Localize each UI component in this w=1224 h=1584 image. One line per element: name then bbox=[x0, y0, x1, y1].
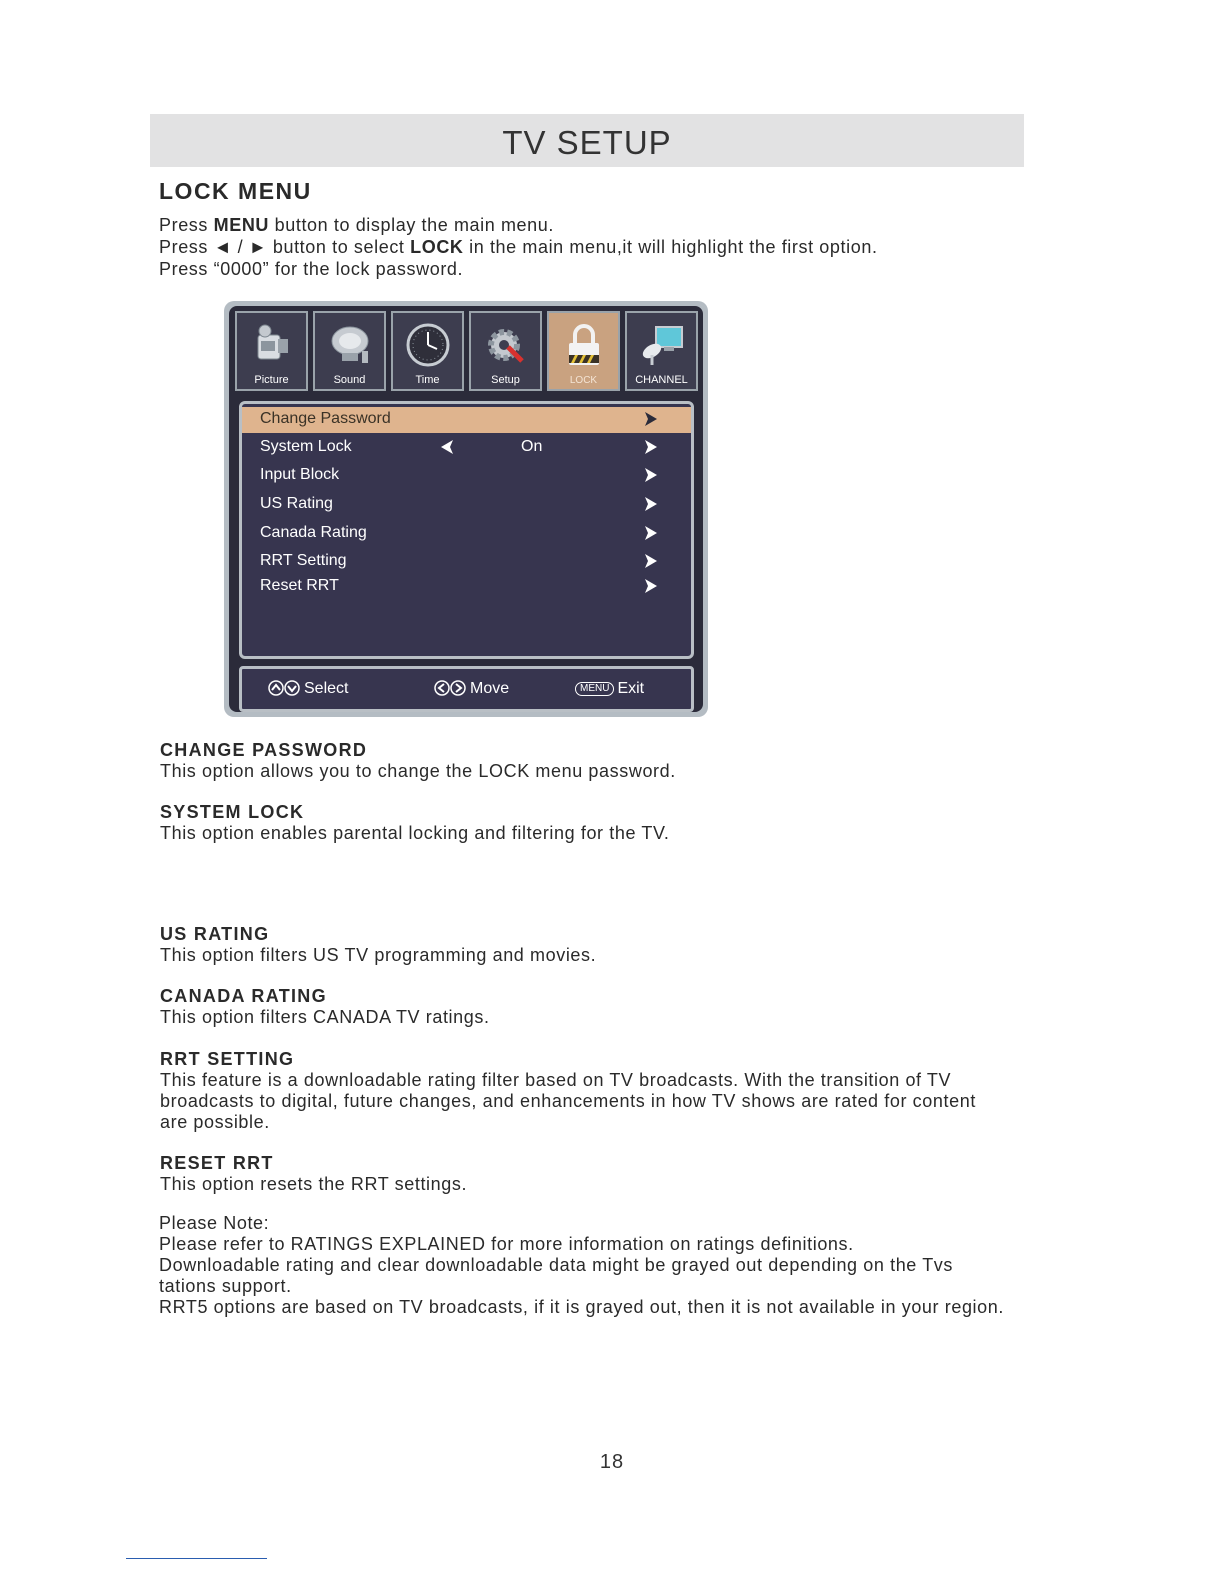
desc-us-rating: US RATING This option filters US TV programming and movies. bbox=[160, 924, 597, 965]
gear-icon bbox=[482, 321, 530, 369]
tab-lock[interactable] bbox=[547, 311, 620, 391]
desc-change-password: CHANGE PASSWORD This option allows you to change the LOCK menu password. bbox=[160, 740, 676, 781]
arrow-right-icon bbox=[644, 467, 658, 483]
menu-item-label: Input Block bbox=[260, 466, 340, 483]
arrow-right-icon bbox=[644, 496, 658, 512]
osd-frame bbox=[229, 306, 703, 712]
tab-label: Picture bbox=[254, 374, 289, 386]
menu-item-label: Canada Rating bbox=[260, 524, 367, 541]
intro-line-2: Press ◄ / ► button to select LOCK in the main menu,it will highlight the first option. bbox=[159, 237, 878, 257]
arrow-right-icon bbox=[644, 525, 658, 541]
page-banner bbox=[150, 114, 1024, 167]
tab-channel[interactable] bbox=[625, 311, 698, 391]
hint-select: Select bbox=[268, 680, 348, 698]
menu-item-system-lock[interactable] bbox=[242, 435, 691, 461]
arrow-right-icon bbox=[644, 578, 658, 594]
tab-picture[interactable] bbox=[235, 311, 308, 391]
tab-setup[interactable] bbox=[469, 311, 542, 391]
intro-instructions bbox=[159, 214, 878, 280]
lock-icon bbox=[560, 321, 608, 369]
footer-rule bbox=[126, 1558, 267, 1559]
arrow-right-icon bbox=[644, 553, 658, 569]
left-right-keys-icon bbox=[434, 680, 466, 696]
arrow-right-icon bbox=[644, 411, 658, 427]
menu-item-rrt-setting[interactable] bbox=[242, 549, 691, 575]
menu-item-change-password[interactable] bbox=[242, 407, 691, 433]
menu-item-us-rating[interactable] bbox=[242, 492, 691, 518]
desc-system-lock: SYSTEM LOCK This option enables parental locking and filtering for the TV. bbox=[160, 802, 670, 843]
menu-key-icon: MENU bbox=[575, 682, 614, 696]
system-lock-value: On bbox=[521, 438, 543, 455]
intro-line-1: Press MENU button to display the main menu. bbox=[159, 215, 554, 235]
menu-item-canada-rating[interactable] bbox=[242, 521, 691, 547]
desc-rrt-setting: RRT SETTING This feature is a downloadable rating filter based on TV broadcasts. With the transition of TV broadcasts to digital, future changes, and enhancements in how TV shows are rated for content are possible. bbox=[160, 1049, 976, 1132]
desc-canada-rating: CANADA RATING This option filters CANADA TV ratings. bbox=[160, 986, 490, 1027]
menu-item-reset-rrt[interactable] bbox=[242, 574, 691, 600]
hint-exit: MENU Exit bbox=[575, 680, 644, 698]
up-down-keys-icon bbox=[268, 680, 300, 696]
menu-item-input-block[interactable] bbox=[242, 463, 691, 489]
satellite-icon bbox=[638, 321, 686, 369]
page-banner-title: TV SETUP bbox=[502, 124, 672, 161]
menu-item-label: System Lock bbox=[260, 438, 352, 455]
menu-item-label: RRT Setting bbox=[260, 552, 347, 569]
lock-menu-list bbox=[239, 401, 694, 659]
camcorder-icon bbox=[248, 321, 296, 369]
tab-time[interactable] bbox=[391, 311, 464, 391]
menu-item-label: US Rating bbox=[260, 495, 333, 512]
tab-label: LOCK bbox=[569, 375, 598, 386]
intro-line-3: Press “0000” for the lock password. bbox=[159, 259, 464, 279]
hint-move: Move bbox=[434, 680, 509, 698]
osd-main-tabs bbox=[235, 311, 697, 393]
page-number: 18 bbox=[599, 1451, 625, 1473]
tv-osd-lock-menu bbox=[224, 301, 708, 717]
tab-label: CHANNEL bbox=[635, 374, 688, 386]
tab-sound[interactable] bbox=[313, 311, 386, 391]
menu-item-label: Reset RRT bbox=[260, 577, 339, 594]
tab-label: Sound bbox=[333, 374, 366, 386]
tab-label: Setup bbox=[491, 374, 520, 386]
speaker-icon bbox=[326, 321, 374, 369]
arrow-left-icon[interactable] bbox=[440, 439, 454, 455]
arrow-right-icon[interactable] bbox=[644, 439, 658, 455]
clock-icon bbox=[404, 321, 452, 369]
desc-reset-rrt: RESET RRT This option resets the RRT settings. bbox=[160, 1153, 468, 1194]
section-title: LOCK MENU bbox=[159, 178, 312, 204]
osd-key-hints bbox=[239, 666, 694, 712]
tab-label: Time bbox=[415, 374, 440, 386]
please-note: Please Note: Please refer to RATINGS EXPLAINED for more information on ratings definitions. Downloadable rating and clear downloadable data might be grayed out depending on the Tvs tations support. RRT5 options are based on TV broadcasts, if it is grayed out, then it is not available in your region. bbox=[159, 1213, 1004, 1317]
menu-item-label: Change Password bbox=[260, 410, 391, 427]
